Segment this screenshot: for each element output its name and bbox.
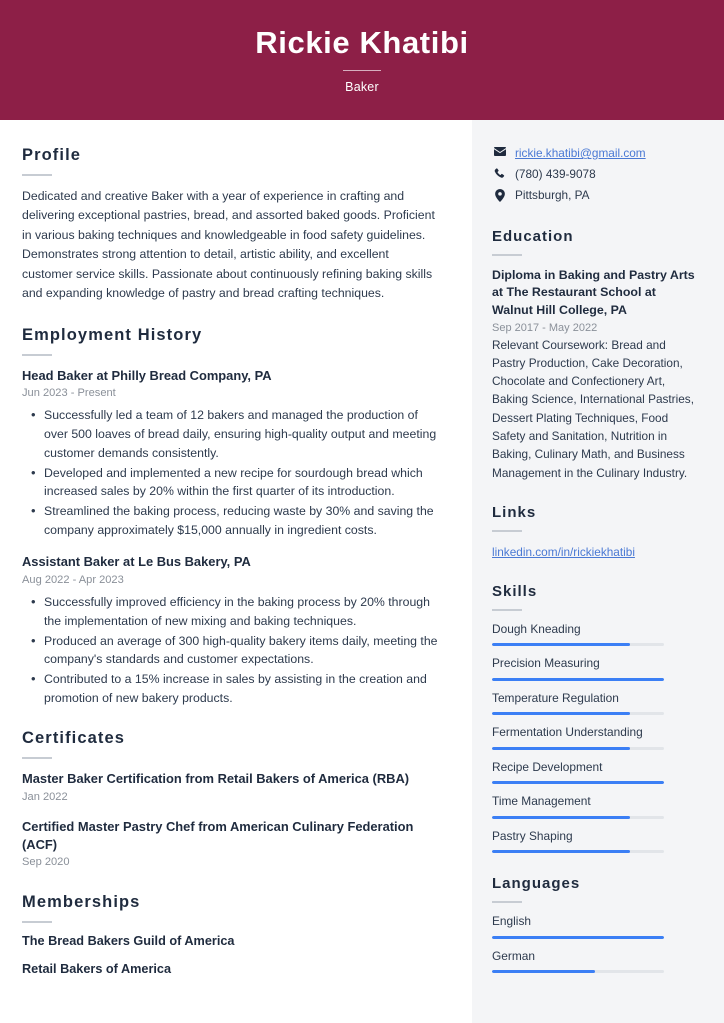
heading-underline — [492, 609, 522, 611]
education-description: Relevant Coursework: Bread and Pastry Production, Cake Decoration, Chocolate and Confectionery Art, Baking Science, International Pastries, Dessert Plating Techniques, Food Safety and Sanitation, Nutrition in Baking, Culinary Math, and Business Management in the Culinary Industry. — [492, 337, 694, 480]
skill-bar-track — [492, 816, 664, 819]
job-bullet: • Produced an average of 300 high-quality bakery items daily, meeting the company's standards and customer expectations. — [22, 632, 442, 669]
heading-underline — [22, 354, 52, 356]
skill-bar-track — [492, 747, 664, 750]
certificate-date: Jan 2022 — [22, 790, 68, 803]
certificate-item — [22, 770, 442, 805]
resume-body — [0, 120, 724, 1023]
email-link[interactable]: rickie.khatibi@gmail.com — [515, 146, 646, 160]
skill-bar-fill — [492, 781, 664, 784]
languages-heading: Languages — [492, 875, 581, 893]
language-bar-fill — [492, 970, 595, 973]
skill-item — [492, 691, 700, 715]
skill-label: Fermentation Understanding — [492, 725, 643, 740]
membership-item: Retail Bakers of America — [22, 961, 172, 976]
skill-bar-fill — [492, 850, 630, 853]
job-bullet: • Streamlined the baking process, reducing waste by 30% and saving the company approximately $15,000 annually in ingredient costs. — [22, 502, 442, 539]
certificates-heading: Certificates — [22, 729, 126, 748]
contact-details — [492, 146, 700, 204]
section-languages — [492, 875, 700, 973]
main-column — [0, 120, 472, 1023]
education-title: Diploma in Baking and Pastry Arts at The Restaurant School at Walnut Hill College, PA — [492, 267, 695, 317]
contact-row-phone — [492, 167, 700, 183]
job-bullet: • Developed and implemented a new recipe for sourdough bread which increased sales by 20% within the first quarter of its introduction. — [22, 464, 442, 501]
skill-item — [492, 622, 700, 646]
job-bullets — [22, 593, 442, 707]
skill-bar-track — [492, 712, 664, 715]
skill-label: Precision Measuring — [492, 656, 600, 671]
skill-bar-fill — [492, 747, 630, 750]
heading-underline — [492, 530, 522, 532]
language-bar-track — [492, 936, 664, 939]
linkedin-link[interactable]: linkedin.com/in/rickiekhatibi — [492, 544, 635, 559]
section-employment-history — [22, 326, 442, 708]
skill-item — [492, 794, 700, 818]
memberships-heading: Memberships — [22, 892, 141, 911]
job-date: Aug 2022 - Apr 2023 — [22, 573, 124, 586]
skill-bar-track — [492, 678, 664, 681]
section-memberships — [22, 893, 442, 976]
skill-bar-track — [492, 850, 664, 853]
employment-heading: Employment History — [22, 325, 203, 344]
language-item — [492, 949, 700, 973]
candidate-role: Baker — [345, 80, 379, 95]
location-pin-icon — [492, 188, 507, 202]
section-skills — [492, 583, 700, 853]
job-bullet: • Contributed to a 15% increase in sales by assisting in the creation and promotion of new bakery products. — [22, 670, 442, 707]
education-heading: Education — [492, 227, 574, 245]
section-links — [492, 504, 700, 561]
skill-item — [492, 725, 700, 749]
sidebar-column — [472, 120, 724, 1023]
skill-bar-fill — [492, 816, 630, 819]
job-bullets — [22, 406, 442, 539]
heading-underline — [492, 901, 522, 903]
skill-label: Dough Kneading — [492, 621, 581, 636]
education-date: Sep 2017 - May 2022 — [492, 321, 598, 334]
language-bar-fill — [492, 936, 664, 939]
skill-label: Temperature Regulation — [492, 690, 619, 705]
language-item — [492, 914, 700, 938]
heading-underline — [22, 757, 52, 759]
heading-underline — [22, 174, 52, 176]
profile-heading: Profile — [22, 146, 82, 164]
certificate-date: Sep 2020 — [22, 856, 70, 869]
employment-entry — [22, 553, 442, 707]
membership-item: The Bread Bakers Guild of America — [22, 933, 235, 948]
heading-underline — [492, 254, 522, 256]
contact-row-email — [492, 146, 700, 162]
skill-item — [492, 656, 700, 680]
skill-bar-fill — [492, 643, 630, 646]
heading-underline — [22, 921, 52, 923]
skill-bar-track — [492, 781, 664, 784]
certificate-item — [22, 818, 442, 870]
skill-item — [492, 829, 700, 853]
language-bar-track — [492, 970, 664, 973]
language-label: German — [492, 948, 535, 963]
resume-header — [0, 0, 724, 120]
envelope-icon — [492, 146, 507, 156]
location-text: Pittsburgh, PA — [515, 187, 590, 202]
contact-row-location — [492, 188, 700, 204]
skill-label: Recipe Development — [492, 759, 603, 774]
phone-number: (780) 439-9078 — [515, 166, 596, 181]
phone-icon — [492, 167, 507, 179]
skill-label: Time Management — [492, 794, 591, 809]
skill-bar-fill — [492, 678, 664, 681]
skill-label: Pastry Shaping — [492, 828, 573, 843]
candidate-name: Rickie Khatibi — [255, 24, 469, 60]
certificate-title: Master Baker Certification from Retail Bakers of America (RBA) — [22, 771, 410, 787]
skill-bar-track — [492, 643, 664, 646]
section-certificates — [22, 729, 442, 870]
profile-text: Dedicated and creative Baker with a year of experience in crafting and delivering exceptional pastries, bread, and assorted baked goods. Proficient in various baking techniques and knowledgeable in food safety guidelines. Demonstrates strong attention to detail, artistic ability, and excellent customer service skills. Passionate about continuously refining baking skills and expanding knowledge of pastry and bread crafting techniques. — [22, 189, 435, 301]
skills-heading: Skills — [492, 582, 538, 600]
language-label: English — [492, 914, 531, 929]
header-divider — [343, 70, 381, 71]
links-heading: Links — [492, 503, 537, 521]
job-bullet: • Successfully led a team of 12 bakers and managed the production of over 500 loaves of bread daily, ensuring high-quality output and meeting customer demands consistently. — [22, 406, 442, 462]
skill-bar-fill — [492, 712, 630, 715]
employment-entry — [22, 367, 442, 540]
certificate-title: Certified Master Pastry Chef from American Culinary Federation (ACF) — [22, 819, 414, 852]
job-date: Jun 2023 - Present — [22, 386, 116, 399]
skill-item — [492, 760, 700, 784]
section-education — [492, 228, 700, 482]
section-profile — [22, 146, 442, 304]
job-title: Assistant Baker at Le Bus Bakery, PA — [22, 554, 251, 570]
job-bullet: • Successfully improved efficiency in the baking process by 20% through the implementation of new mixing and baking techniques. — [22, 593, 442, 630]
job-title: Head Baker at Philly Bread Company, PA — [22, 367, 272, 383]
